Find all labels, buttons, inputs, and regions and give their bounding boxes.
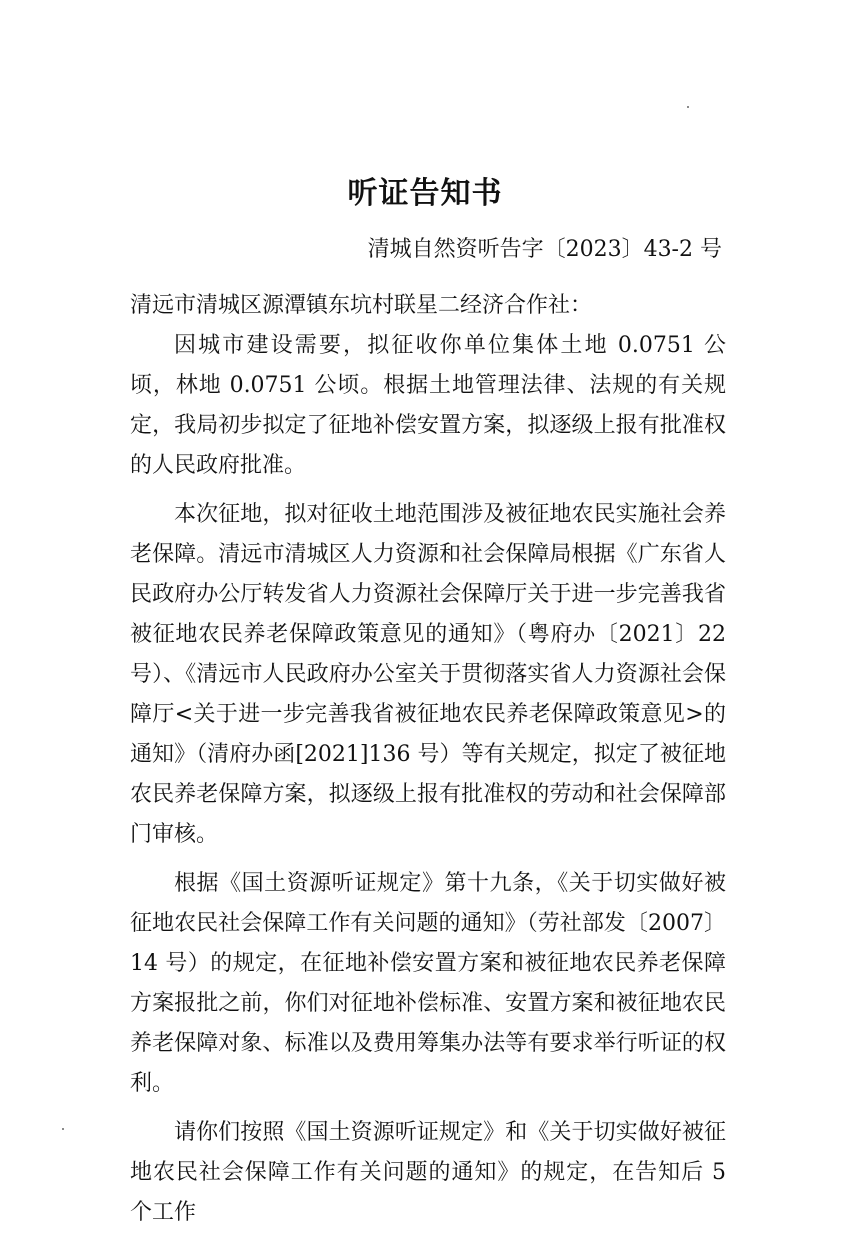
paragraph-1: 因城市建设需要，拟征收你单位集体土地 0.0751 公顷，林地 0.0751 公顷。根据土地管理法律、法规的有关规定，我局初步拟定了征地补偿安置方案，拟逐级上报有批准权的人民政府批准。 (130, 333, 726, 478)
document-number: 清城自然资听告字〔2023〕43-2 号 (367, 237, 722, 262)
scan-speck (687, 106, 689, 108)
document-body (130, 326, 726, 1242)
addressee: 清远市清城区源潭镇东坑村联星二经济合作社： (130, 293, 593, 318)
paragraph-2: 本次征地，拟对征收土地范围涉及被征地农民实施社会养老保障。清远市清城区人力资源和社会保障局根据《广东省人民政府办公厅转发省人力资源社会保障厅关于进一步完善我省被征地农民养老保障政策意见的通知》（粤府办〔2021〕22 号）、《清远市人民政府办公室关于贯彻落实省人力资源社会保障厅<关于进一步完善我省被征地农民养老保障政策意见>的通知》（清府办函[2021]136 号）等有关规定，拟定了被征地农民养老保障方案，拟逐级上报有批准权的劳动和社会保障部门审核。 (130, 502, 726, 847)
document-title: 听证告知书 (347, 176, 503, 211)
scan-speck (62, 1128, 64, 1130)
paragraph-3: 根据《国土资源听证规定》第十九条，《关于切实做好被征地农民社会保障工作有关问题的通知》（劳社部发〔2007〕14 号）的规定，在征地补偿安置方案和被征地农民养老保障方案报批之前，你们对征地补偿标准、安置方案和被征地农民养老保障对象、标准以及费用筹集办法等有要求举行听证的权利。 (130, 871, 726, 1096)
paragraph-4: 请你们按照《国土资源听证规定》和《关于切实做好被征地农民社会保障工作有关问题的通知》的规定，在告知后 5 个工作 (130, 1120, 726, 1225)
